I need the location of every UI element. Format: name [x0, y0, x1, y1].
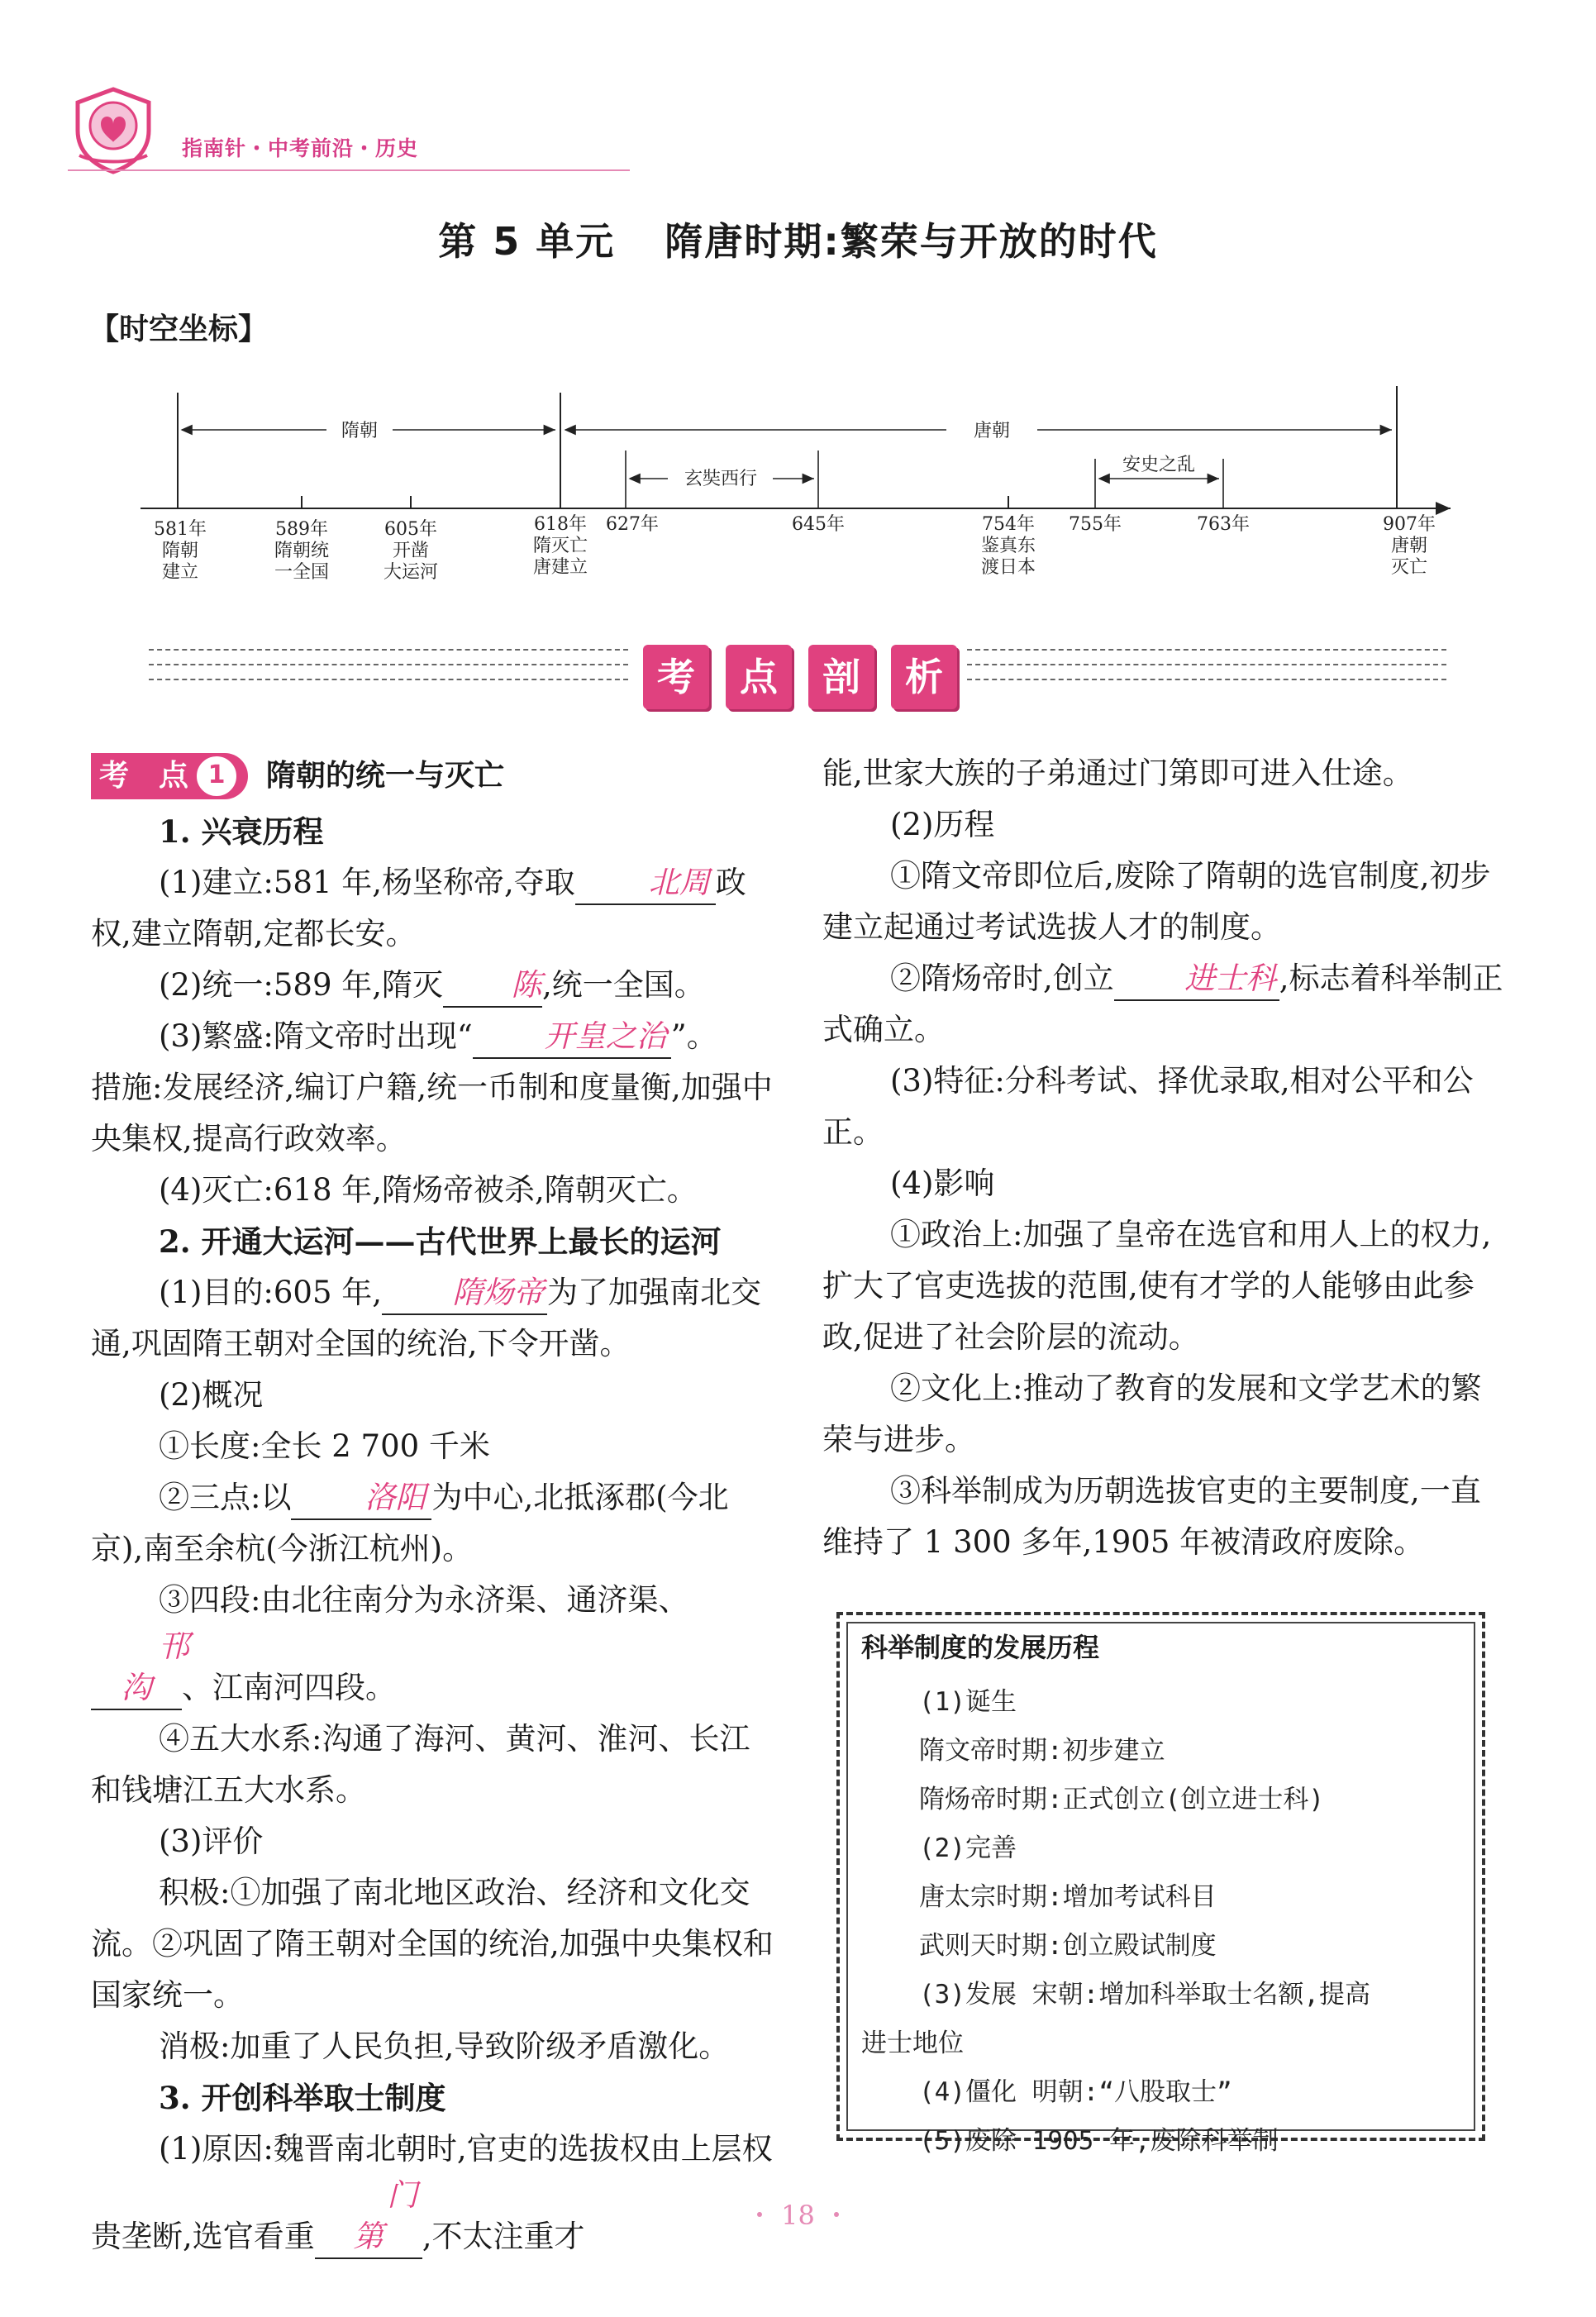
- text: ③四段:由北往南分为永济渠、通济渠、: [159, 1582, 689, 1618]
- para-reason: [91, 2124, 777, 2262]
- text: 、江南河四段。: [182, 1670, 396, 1705]
- year-907: 907年: [1383, 514, 1436, 535]
- para-purpose: [91, 1267, 777, 1370]
- box-line: (5)废除 1905 年,废除科举制: [919, 2126, 1279, 2156]
- para-negative: 消极:加重了人民负担,导致阶级矛盾激化。: [159, 2029, 730, 2064]
- kaodian-tag-text: 考 点: [99, 759, 189, 793]
- para-impact: (4)影响: [890, 1166, 995, 1201]
- text: ”。: [670, 1018, 717, 1054]
- caption-581-a: 隋朝: [161, 541, 199, 561]
- unit-title-number: 第 5 单元: [438, 219, 616, 264]
- year-645: 645年: [792, 514, 845, 535]
- caption-907-b: 灭亡: [1390, 557, 1428, 578]
- text: ②三点:以: [159, 1480, 292, 1515]
- timeline-section-label: 【时空坐标】: [89, 312, 269, 346]
- span-label-tang: 唐朝: [973, 421, 1011, 441]
- para-fall: (4)灭亡:618 年,隋炀帝被杀,隋朝灭亡。: [159, 1172, 698, 1208]
- right-column: [822, 748, 1508, 1568]
- text: 政权,建立隋朝,定都长安。: [91, 865, 746, 951]
- answer-hangou: 邗沟: [91, 1626, 182, 1710]
- caption-589-a: 隋朝统: [274, 541, 330, 561]
- para-process: (2)历程: [890, 807, 995, 842]
- text: ,统一全国。: [542, 967, 705, 1003]
- para-measures: 措施:发展经济,编订户籍,统一币制和度量衡,加强中央集权,提高行政效率。: [91, 1070, 773, 1156]
- para-establish: [91, 857, 777, 960]
- box-line: (3)发展 宋朝:增加科举取士名额,提高: [919, 1980, 1370, 2009]
- span-label-xuanzang: 玄奘西行: [684, 469, 758, 489]
- year-763: 763年: [1197, 514, 1250, 535]
- event-589: [274, 519, 329, 583]
- answer-mendi: 门第: [315, 2175, 422, 2259]
- banner-dashes-right: [967, 649, 1446, 698]
- box-line: 隋炀帝时期:正式创立(创立进士科): [919, 1785, 1324, 1814]
- text: (1)原因:魏晋南北朝时,官吏的选拔权由上层权贵垄断,选官看重: [91, 2131, 773, 2254]
- box-line: (2)完善: [919, 1833, 1017, 1863]
- kaodian-tag: [91, 753, 248, 799]
- banner-char-4: 析: [891, 645, 957, 709]
- caption-618-a: 隋灭亡: [532, 536, 588, 556]
- box-line: 武则天时期:创立殿试制度: [919, 1931, 1217, 1961]
- para-overview: (2)概况: [159, 1377, 264, 1413]
- heading-3: 3. 开创科举取士制度: [159, 2080, 446, 2116]
- answer-yangdi: 隋炀帝: [382, 1272, 547, 1315]
- box-line: (4)僵化 明朝:“八股取士”: [919, 2077, 1232, 2107]
- span-label-sui: 隋朝: [341, 421, 379, 441]
- answer-chen: 陈: [443, 965, 542, 1008]
- timeline-chart: [132, 376, 1488, 612]
- caption-589-b: 一全国: [274, 562, 330, 583]
- text: (1)目的:605 年,: [159, 1275, 383, 1310]
- caption-754-a: 鉴真东: [980, 536, 1036, 556]
- caption-754-b: 渡日本: [980, 557, 1036, 578]
- left-column: [91, 748, 777, 2262]
- banner-char-2: 点: [726, 645, 792, 709]
- banner-char-1: 考: [643, 645, 709, 709]
- heading-1: 1. 兴衰历程: [159, 813, 324, 850]
- kaodian-title: 隋朝的统一与灭亡: [266, 759, 505, 793]
- text: 为中心,北抵涿郡(今北京),南至余杭(今浙江杭州)。: [91, 1480, 729, 1566]
- banner-char-3: 剖: [808, 645, 874, 709]
- caption-605-a: 开凿: [392, 541, 430, 561]
- para-unify: [91, 960, 777, 1011]
- caption-581-b: 建立: [161, 562, 199, 583]
- unit-title: [0, 212, 1596, 266]
- para-prosper: [91, 1011, 777, 1062]
- box-line: 唐太宗时期:增加考试科目: [919, 1882, 1217, 1912]
- text: 为了加强南北交通,巩固隋王朝对全国的统治,下令开凿。: [91, 1275, 762, 1361]
- text: (2)统一:589 年,隋灭: [159, 967, 444, 1003]
- event-581: [154, 519, 207, 583]
- publisher-logo-icon: [68, 83, 159, 175]
- answer-luoyang: 洛阳: [291, 1477, 431, 1520]
- box-line: 隋文帝时期:初步建立: [919, 1736, 1165, 1766]
- box-body: [861, 1678, 1473, 2166]
- caption-618-b: 唐建立: [532, 557, 588, 578]
- para-process-1: ①隋文帝即位后,废除了隋朝的选官制度,初步建立起通过考试选拔人才的制度。: [822, 858, 1491, 945]
- kaodian-number: 1: [197, 756, 236, 796]
- event-907: [1383, 514, 1436, 578]
- text: ②隋炀帝时,创立: [890, 961, 1114, 996]
- event-618: [533, 514, 588, 578]
- answer-jinshike: 进士科: [1114, 958, 1279, 1001]
- para-impact-3: ③科举制成为历朝选拔官吏的主要制度,一直维持了 1 300 多年,1905 年被清政府废除。: [822, 1473, 1481, 1560]
- para-three-points: [91, 1472, 777, 1575]
- year-754: 754年: [982, 514, 1035, 535]
- box-line: (1)诞生: [919, 1687, 1017, 1717]
- para-features: (3)特征:分科考试、择优录取,相对公平和公正。: [822, 1063, 1474, 1150]
- para-evaluation: (3)评价: [159, 1824, 264, 1859]
- span-label-anshi: 安史之乱: [1122, 455, 1196, 475]
- answer-kaihuang: 开皇之治: [473, 1016, 671, 1059]
- heading-2: 2. 开通大运河——古代世界上最长的运河: [159, 1223, 722, 1260]
- answer-beizhou: 北周: [575, 862, 716, 905]
- year-618: 618年: [534, 514, 587, 535]
- para-five-rivers: ④五大水系:沟通了海河、黄河、淮河、长江和钱塘江五大水系。: [91, 1721, 750, 1808]
- text: (3)繁盛:隋文帝时出现“: [159, 1018, 473, 1054]
- para-process-2: [822, 953, 1508, 1056]
- year-605: 605年: [384, 519, 437, 540]
- text: (1)建立:581 年,杨坚称帝,夺取: [159, 865, 575, 900]
- para-four-sections: [91, 1575, 777, 1714]
- unit-title-text: 隋唐时期:繁荣与开放的时代: [665, 219, 1158, 264]
- box-line: 进士地位: [861, 2029, 964, 2058]
- event-754: [981, 514, 1036, 578]
- para-impact-2: ②文化上:推动了教育的发展和文学艺术的繁荣与进步。: [822, 1371, 1482, 1457]
- year-627: 627年: [606, 514, 659, 535]
- text: ,不太注重才: [422, 2219, 585, 2254]
- kaodian-heading: [91, 748, 777, 804]
- page-number: ・ 18 ・: [746, 2200, 850, 2231]
- header-divider: [68, 169, 630, 171]
- series-title: 指南针・中考前沿・历史: [182, 136, 419, 160]
- year-581: 581年: [154, 519, 207, 540]
- box-title: 科举制度的发展历程: [861, 1632, 1100, 1663]
- year-755: 755年: [1069, 514, 1122, 535]
- year-589: 589年: [275, 519, 328, 540]
- banner-dashes-left: [149, 649, 628, 698]
- caption-907-a: 唐朝: [1390, 536, 1428, 556]
- para-impact-1: ①政治上:加强了皇帝在选官和用人上的权力,扩大了官吏选拔的范围,使有才学的人能够由此参政,促进了社会阶层的流动。: [822, 1217, 1492, 1355]
- text: ,标志着科举制正式确立。: [822, 961, 1503, 1047]
- caption-605-b: 大运河: [383, 562, 439, 583]
- event-605: [384, 519, 438, 583]
- para-length: ①长度:全长 2 700 千米: [159, 1428, 490, 1464]
- para-positive: 积极:①加强了南北地区政治、经济和文化交流。②巩固了隋王朝对全国的统治,加强中央集权和国家统一。: [91, 1875, 774, 2013]
- para-reason-cont: 能,世家大族的子弟通过门第即可进入仕途。: [822, 756, 1413, 791]
